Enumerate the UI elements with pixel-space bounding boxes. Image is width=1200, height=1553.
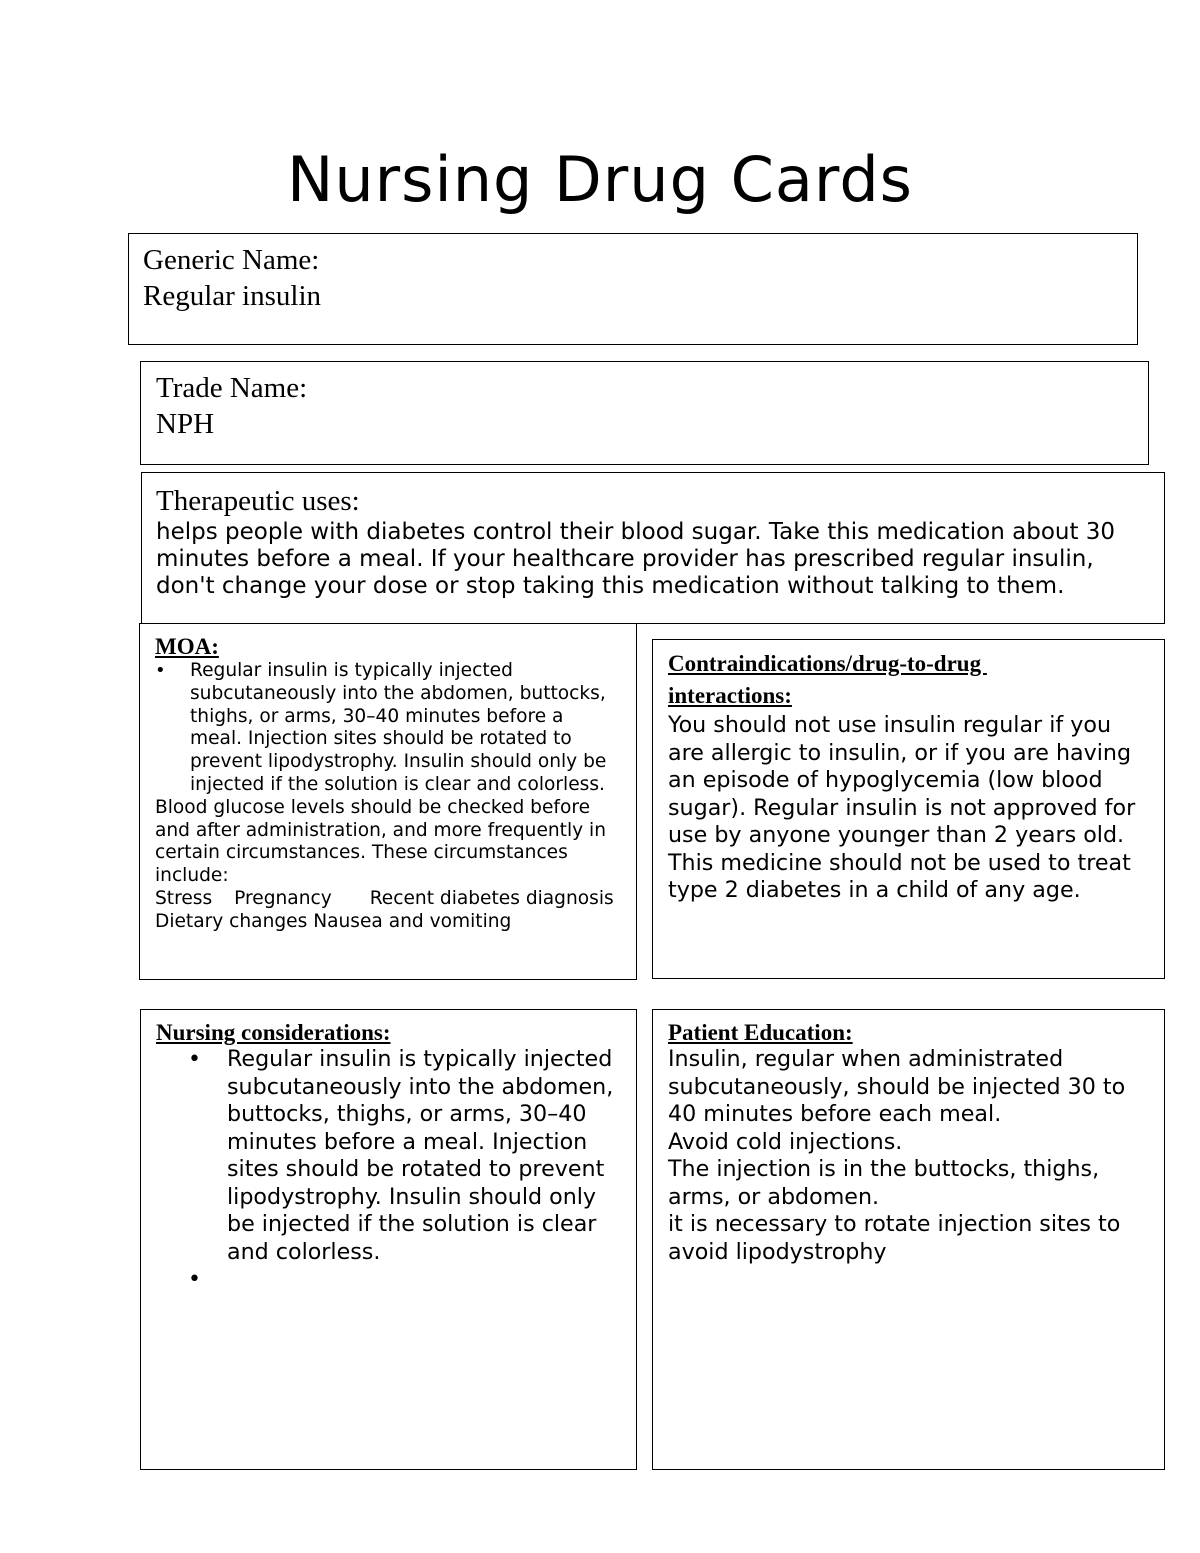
- therapeutic-uses-box: [141, 472, 1165, 624]
- patient-education-line: Avoid cold injections.: [668, 1128, 903, 1155]
- contraindications-box: [652, 639, 1165, 979]
- moa-circumstance: Recent diabetes diagnosis: [369, 887, 614, 909]
- generic-name-label: Generic Name:: [143, 244, 320, 276]
- nursing-bullet-item: • Regular insulin is typically injected subcutaneously into the abdomen, buttocks, thighs, or arms, 30–40 minutes before a meal. Injection sites should be rotated to prevent lipodystrophy. Insulin should only be injected if the solution is clear and colorless.: [156, 1046, 621, 1266]
- moa-circumstance: Dietary changes: [155, 910, 308, 932]
- nursing-bullet-item-empty: [156, 1266, 621, 1294]
- nursing-bullet-list: [156, 1046, 621, 1294]
- contraindications-label: [668, 648, 1149, 712]
- nursing-considerations-label: Nursing considerations:: [156, 1020, 391, 1045]
- patient-education-box: [652, 1009, 1165, 1470]
- trade-name-value: NPH: [156, 408, 215, 440]
- contraindications-text: You should not use insulin regular if you are allergic to insulin, or if you are having an episode of hypoglycemia (low blood sugar). Regular insulin is not approved for use by anyone younger than 2 years old. This medicine should not be used to treat type 2 diabetes in a child of any age.: [668, 712, 1136, 903]
- moa-circumstances: [155, 888, 621, 934]
- patient-education-line: Insulin, regular when administrated subcutaneously, should be injected 30 to 40 minutes before each meal.: [668, 1046, 1126, 1127]
- moa-bullet-list: [155, 660, 621, 797]
- generic-name-value: Regular insulin: [143, 280, 322, 312]
- moa-circumstance: Pregnancy: [234, 887, 332, 909]
- trade-name-box: [140, 361, 1149, 465]
- patient-education-label: Patient Education:: [668, 1020, 853, 1045]
- page-title: Nursing Drug Cards: [287, 143, 913, 216]
- moa-box: [139, 623, 637, 980]
- patient-education-line: The injection is in the buttocks, thighs, arms, or abdomen.: [668, 1156, 1100, 1210]
- generic-name-box: [128, 233, 1138, 345]
- patient-education-line: it is necessary to rotate injection sites to avoid lipodystrophy: [668, 1211, 1121, 1265]
- moa-label: MOA:: [155, 634, 219, 659]
- moa-paragraph: Blood glucose levels should be checked before and after administration, and more frequently in certain circumstances. These circumstances include:: [155, 796, 606, 887]
- trade-name-label: Trade Name:: [156, 372, 308, 404]
- contraindications-label-line2: interactions:: [668, 683, 792, 708]
- therapeutic-uses-text: helps people with diabetes control their blood sugar. Take this medication about 30 minutes before a meal. If your healthcare provider has prescribed regular insulin, don't change your dose or stop taking this medication without talking to them.: [156, 519, 1116, 599]
- nursing-considerations-box: [140, 1009, 637, 1470]
- moa-circumstance: Stress: [155, 887, 213, 909]
- contraindications-label-line1: Contraindications/drug-to-drug: [668, 651, 987, 676]
- moa-circumstance: Nausea and vomiting: [313, 910, 512, 932]
- therapeutic-uses-label: Therapeutic uses:: [156, 485, 360, 517]
- moa-bullet-item: • Regular insulin is typically injected subcutaneously into the abdomen, buttocks, thighs, or arms, 30–40 minutes before a meal. Injection sites should be rotated to prevent lipodystrophy. Insulin should only be injected if the solution is clear and colorless.: [155, 660, 621, 797]
